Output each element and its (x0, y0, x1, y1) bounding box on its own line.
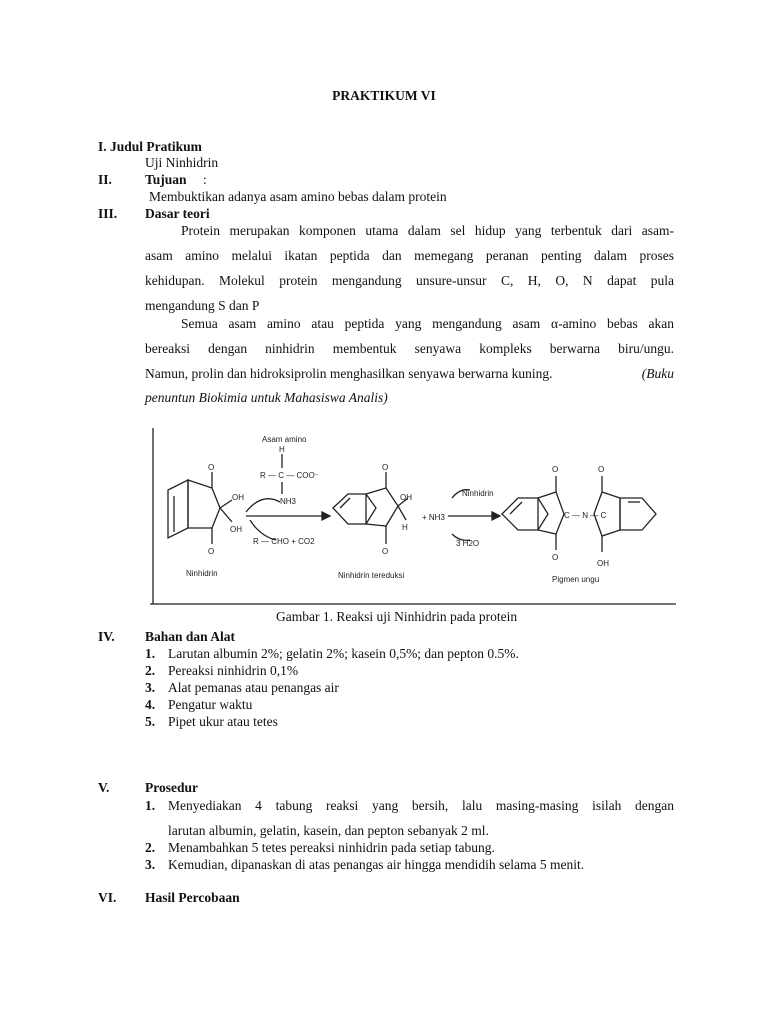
procedure-step-2: Menambahkan 5 tetes pereaksi ninhidrin pada setiap tabung. (168, 840, 495, 855)
section-6-heading: Hasil Percobaan (145, 890, 240, 905)
p2-citation-end: penuntun Biokimia untuk Mahasiswa Analis) (145, 390, 388, 405)
label-oh-1: OH (232, 493, 244, 502)
procedure-number-1: 1. (145, 798, 156, 813)
p2-citation-start: (Buku (641, 366, 674, 381)
procedure-step-1-line-2: larutan albumin, gelatin, kasein, dan pepton sebanyak 2 ml. (168, 823, 489, 838)
label-h: H (279, 445, 285, 454)
label-pigmen-ungu: Pigmen ungu (552, 575, 600, 584)
section-6-numeral: VI. (98, 890, 117, 905)
label-aldehyde: R — CHO + CO2 (253, 537, 315, 546)
page-title: PRAKTIKUM VI (332, 88, 436, 103)
p1-line-2: asam amino melalui ikatan peptida dan memegang peranan penting dalam proses (145, 248, 674, 263)
p2-line-2: bereaksi dengan ninhidrin membentuk senyawa kompleks berwarna biru/ungu. (145, 341, 674, 356)
label-ninhidrin: Ninhidrin (186, 569, 218, 578)
section-3-numeral: III. (98, 206, 118, 221)
procedure-step-1-line-1: Menyediakan 4 tabung reaksi yang bersih, lalu masing-masing isilah dengan (168, 798, 674, 813)
list-item-number: 2. (145, 663, 156, 678)
section-4-heading: Bahan dan Alat (145, 629, 236, 644)
list-item: Pereaksi ninhidrin 0,1% (168, 663, 299, 678)
p2-line-3 (145, 366, 674, 382)
label-o-7: O (598, 465, 605, 474)
label-o-6: O (552, 553, 559, 562)
figure-caption: Gambar 1. Reaksi uji Ninhidrin pada protein (276, 609, 518, 624)
list-item-number: 3. (145, 680, 156, 695)
procedure-step-3: Kemudian, dipanaskan di atas penangas air hingga mendidih selama 5 menit. (168, 857, 585, 872)
section-2-content: Membuktikan adanya asam amino bebas dalam protein (149, 189, 447, 204)
section-4-numeral: IV. (98, 629, 115, 644)
procedure-number-2: 2. (145, 840, 156, 855)
ninhydrin-reaction-figure (150, 428, 678, 606)
label-o-4: O (382, 547, 389, 556)
list-item-number: 4. (145, 697, 156, 712)
p1-line-1: Protein merupakan komponen utama dalam sel hidup yang terbentuk dari asam- (181, 223, 674, 238)
section-5-heading: Prosedur (145, 780, 198, 795)
label-o-2: O (208, 547, 215, 556)
label-ninhidrin-reagent: Ninhidrin (462, 489, 494, 498)
list-item: Alat pemanas atau penangas air (168, 680, 339, 695)
label-n-bridge: C — N — C (564, 511, 607, 520)
section-1-heading: I. Judul Pratikum (98, 139, 202, 154)
label-o-1: O (208, 463, 215, 472)
list-item-number: 5. (145, 714, 156, 729)
label-ninhidrin-tereduksi: Ninhidrin tereduksi (338, 571, 405, 580)
section-5-numeral: V. (98, 780, 110, 795)
label-oh-3: OH (400, 493, 412, 502)
label-o-5: O (552, 465, 559, 474)
section-1-content: Uji Ninhidrin (145, 155, 219, 170)
section-2-colon: : (203, 172, 207, 187)
p1-line-3: kehidupan. Molekul protein mengandung unsure-unsur C, H, O, N dapat pula (145, 273, 674, 288)
list-item: Pipet ukur atau tetes (168, 714, 278, 729)
label-h2o: 3 H2O (456, 539, 480, 548)
label-amino-acid-formula: R — C — COO⁻ (260, 471, 319, 480)
section-2-heading: Tujuan (145, 172, 187, 187)
label-asam-amino: Asam amino (262, 435, 307, 444)
section-2-numeral: II. (98, 172, 112, 187)
p1-line-4: mengandung S dan P (145, 298, 260, 313)
list-item: Pengatur waktu (168, 697, 253, 712)
list-item: Larutan albumin 2%; gelatin 2%; kasein 0,5%; dan pepton 0.5%. (168, 646, 519, 661)
label-nh3: NH3 (280, 497, 297, 506)
label-o-3: O (382, 463, 389, 472)
p2-line-1: Semua asam amino atau peptida yang mengandung asam α-amino bebas akan (181, 316, 674, 331)
section-3-heading: Dasar teori (145, 206, 210, 221)
label-plus-nh3: + NH3 (422, 513, 445, 522)
list-item-number: 1. (145, 646, 156, 661)
p2-line-3-text: Namun, prolin dan hidroksiprolin menghasilkan senyawa berwarna kuning. (145, 366, 553, 381)
label-h-2: H (402, 523, 408, 532)
ninhidrin-benzene-ring (168, 480, 188, 538)
procedure-number-3: 3. (145, 857, 156, 872)
label-oh-2: OH (230, 525, 242, 534)
label-oh-4: OH (597, 559, 609, 568)
